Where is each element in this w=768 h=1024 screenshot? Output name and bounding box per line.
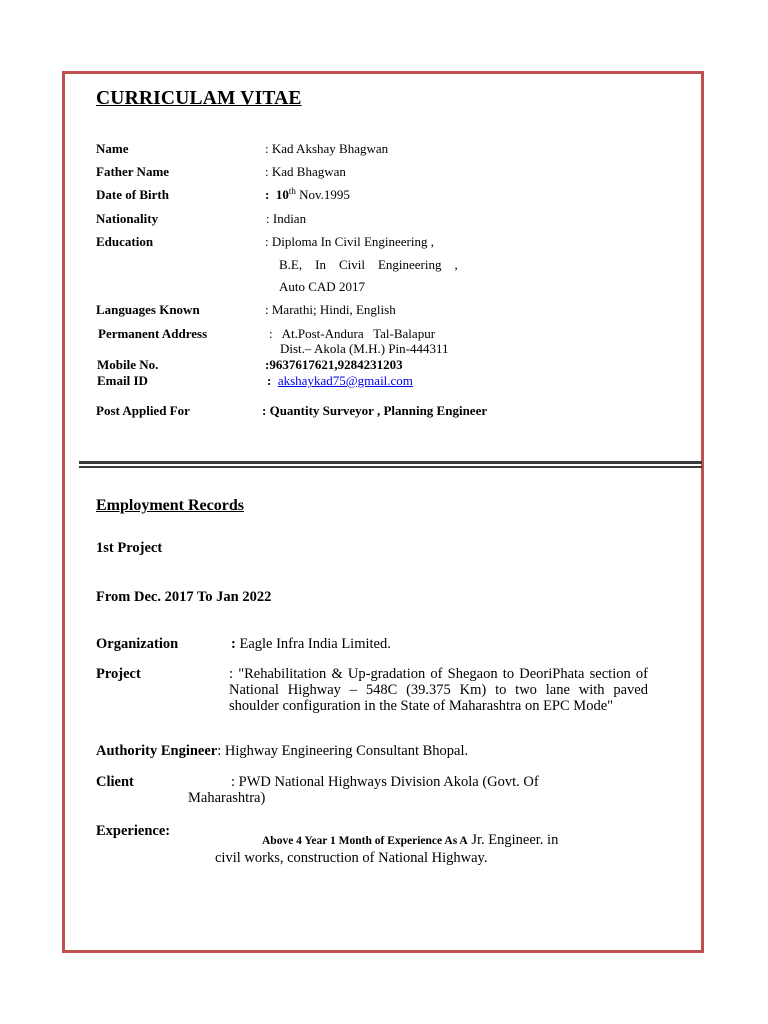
father-name-label: Father Name xyxy=(96,164,170,179)
client-value-line-2: Maharashtra) xyxy=(188,790,266,806)
education-line-1: : Diploma In Civil Engineering , xyxy=(265,234,434,249)
employment-heading: Employment Records xyxy=(96,497,244,514)
employment-period: From Dec. 2017 To Jan 2022 xyxy=(96,589,272,605)
father-name-value: : Kad Bhagwan xyxy=(265,164,346,179)
address-line-2: Dist.– Akola (M.H.) Pin-444311 xyxy=(280,341,449,356)
experience-line-2: civil works, construction of National Highway. xyxy=(215,850,488,866)
email-row: : akshaykad75@gmail.com xyxy=(267,373,413,388)
document-title: CURRICULAM VITAE xyxy=(96,88,302,109)
email-label: Email ID xyxy=(97,373,148,388)
languages-label: Languages Known xyxy=(96,302,200,317)
organization-label: Organization xyxy=(96,636,179,652)
nationality-value: : Indian xyxy=(266,211,307,226)
client-value-line-1: : PWD National Highways Division Akola (Govt. Of xyxy=(231,774,539,790)
dob-label: Date of Birth xyxy=(96,187,169,202)
project-number: 1st Project xyxy=(96,540,163,556)
section-divider xyxy=(79,461,702,464)
address-line-1: : At.Post-Andura Tal-Balapur xyxy=(269,326,436,341)
mobile-label: Mobile No. xyxy=(97,357,159,372)
authority-engineer-row: Authority Engineer: Highway Engineering Consultant Bhopal. xyxy=(96,743,469,759)
section-divider-thin xyxy=(79,466,702,468)
post-applied-value: : Quantity Surveyor , Planning Engineer xyxy=(262,403,488,418)
name-value: : Kad Akshay Bhagwan xyxy=(265,141,389,156)
experience-label: Experience: xyxy=(96,823,171,839)
experience-line-1: Above 4 Year 1 Month of Experience As A Jr. Engineer. in xyxy=(262,832,559,848)
name-label: Name xyxy=(96,141,129,156)
address-label: Permanent Address xyxy=(98,326,208,341)
education-label: Education xyxy=(96,234,154,249)
organization-value: : Eagle Infra India Limited. xyxy=(231,636,391,652)
email-link[interactable]: akshaykad75@gmail.com xyxy=(277,373,413,388)
dob-value: : 10th Nov.1995 xyxy=(265,186,350,202)
languages-value: : Marathi; Hindi, English xyxy=(265,302,396,317)
project-label: Project xyxy=(96,666,141,682)
post-applied-label: Post Applied For xyxy=(96,403,190,418)
client-label: Client xyxy=(96,774,134,790)
mobile-value: :9637617621,9284231203 xyxy=(265,357,403,372)
education-line-2: B.E, In Civil Engineering , xyxy=(279,257,458,272)
education-line-3: Auto CAD 2017 xyxy=(279,279,365,294)
nationality-label: Nationality xyxy=(96,211,159,226)
project-description: : "Rehabilitation & Up-gradation of Shegaon to DeoriPhata section of National Highway – 548C (39.375 Km) to two lane with paved shoulder configuration in the State of Maharashtra on EPC Mode" xyxy=(229,666,648,714)
